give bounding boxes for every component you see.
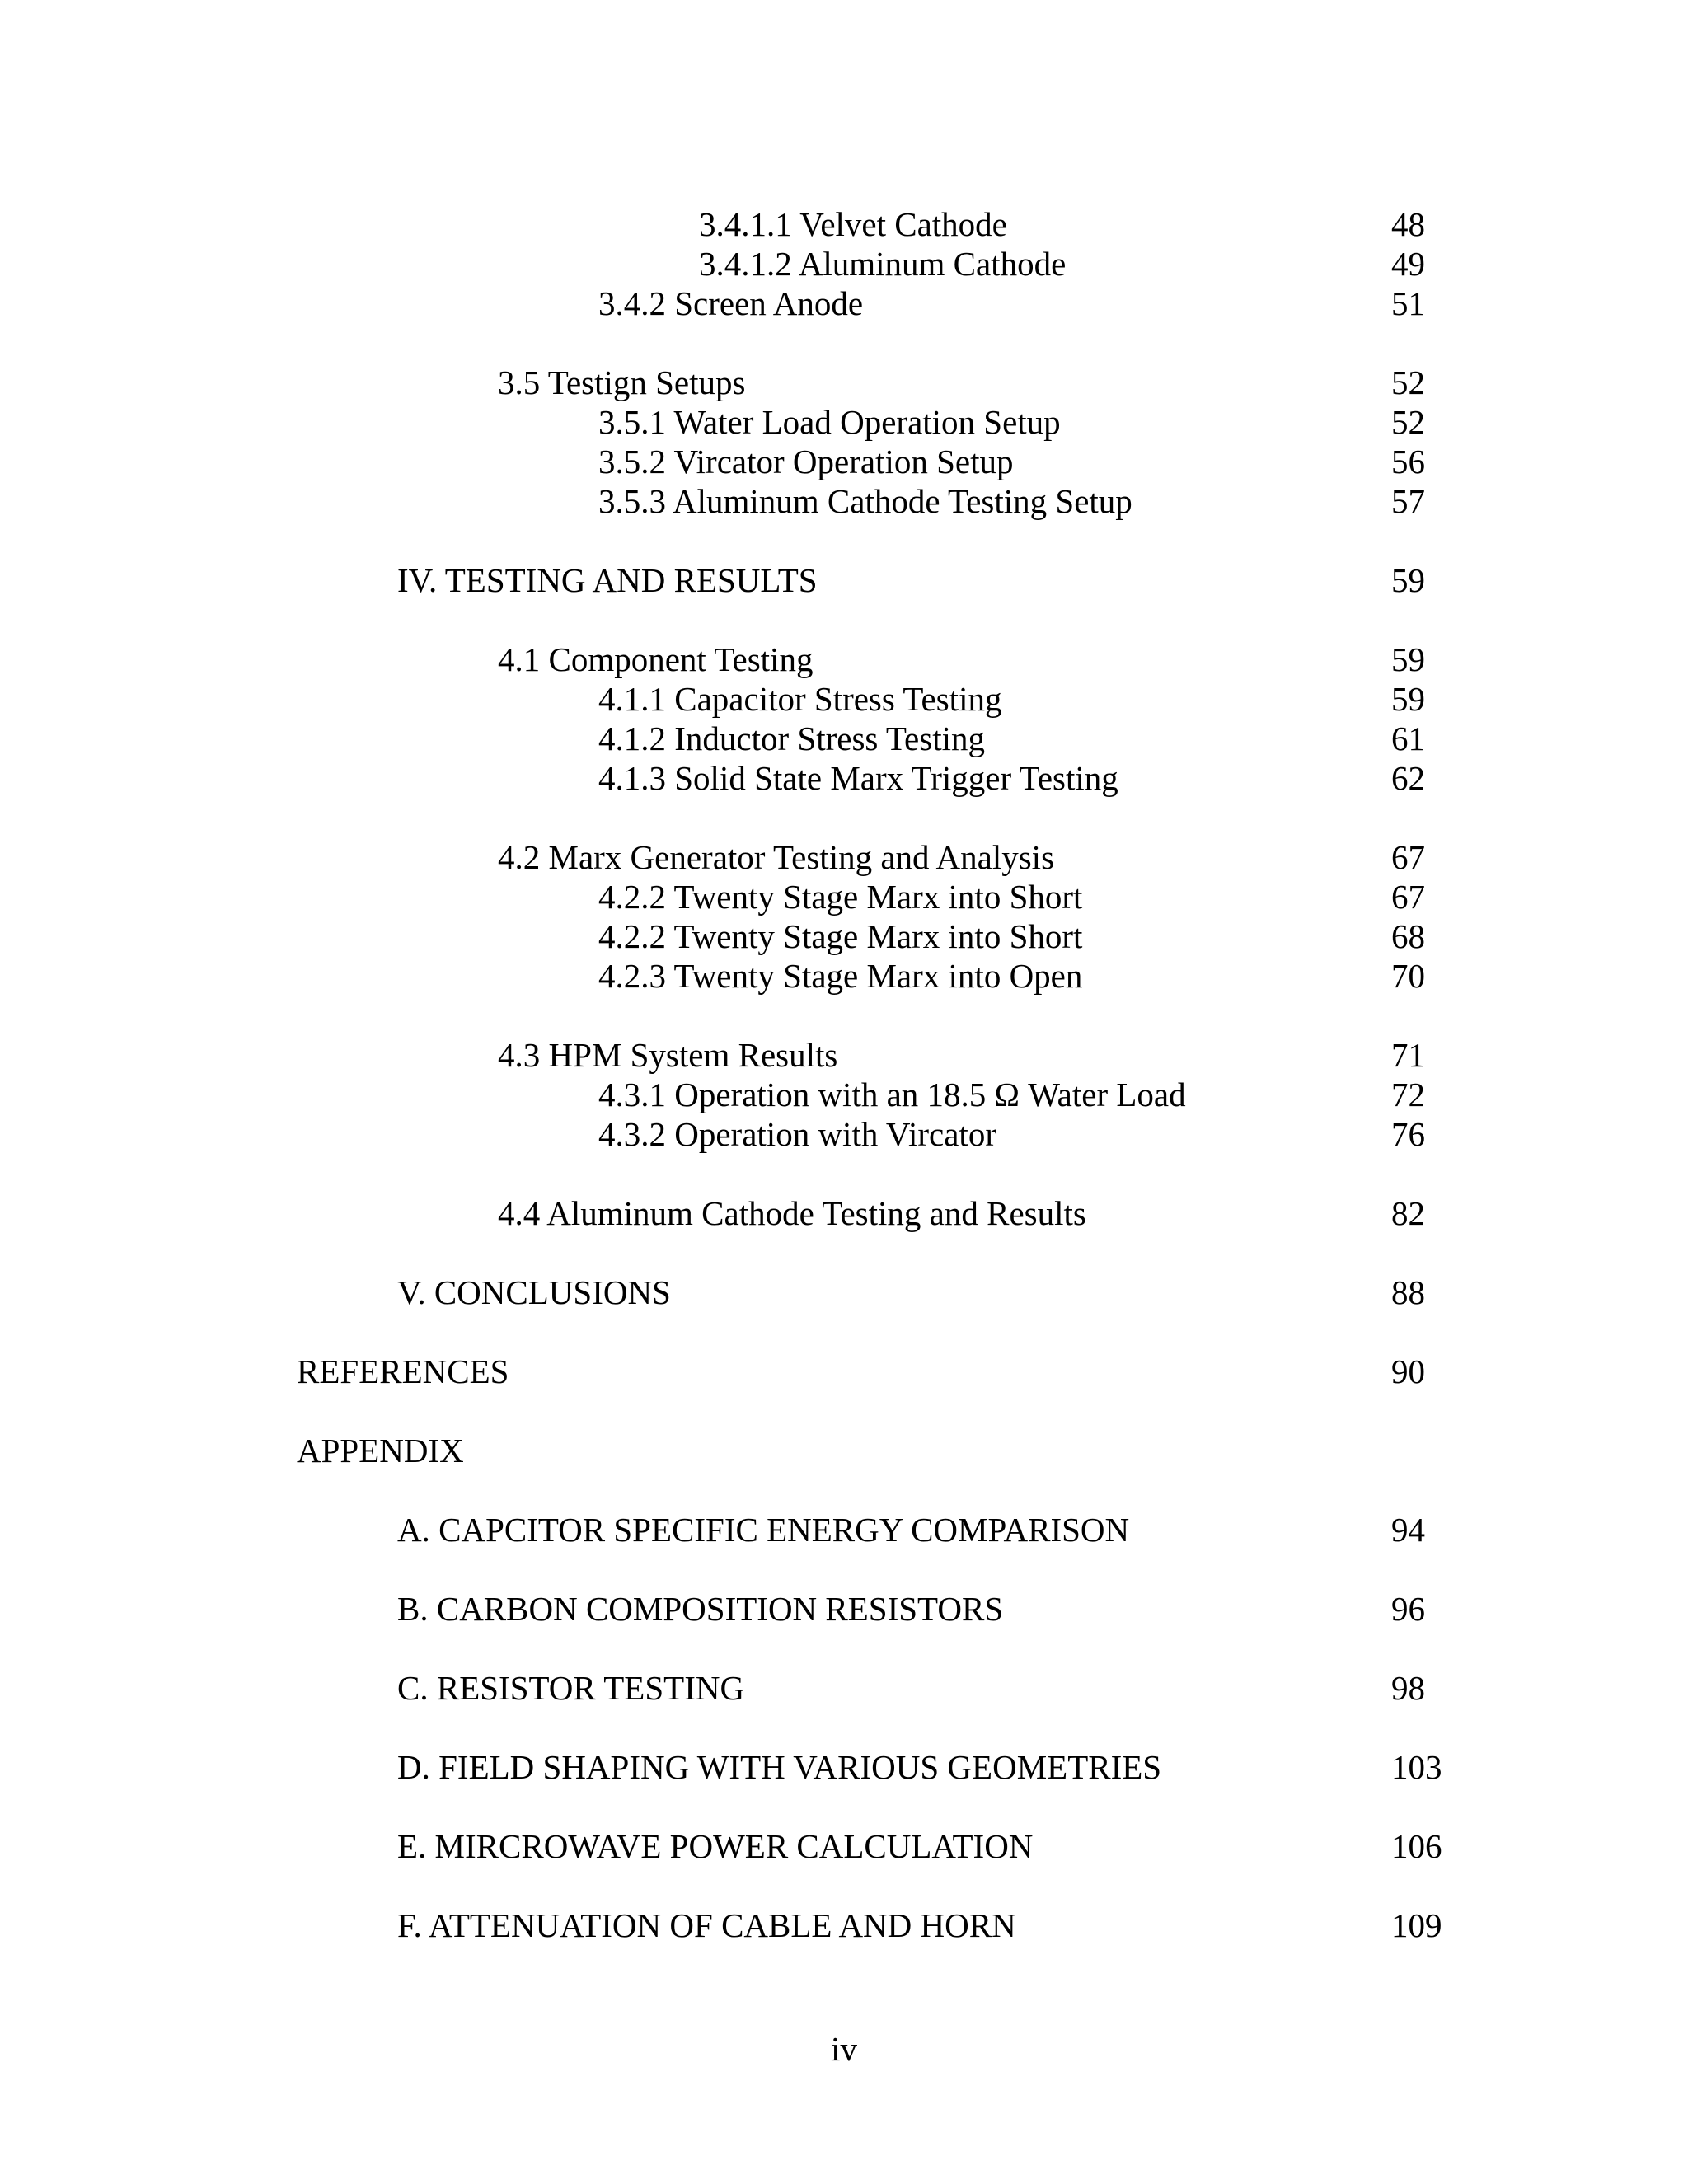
toc-entry-label: E. MIRCROWAVE POWER CALCULATION <box>397 1827 1034 1865</box>
toc-entry-label: 3.5.1 Water Load Operation Setup <box>598 403 1061 441</box>
toc-entry <box>0 916 1688 956</box>
toc <box>0 204 1688 1945</box>
toc-entry-page: 67 <box>1391 838 1425 876</box>
toc-entry-page: 59 <box>1391 561 1425 599</box>
toc-entry-label: 4.1.2 Inductor Stress Testing <box>598 719 985 757</box>
toc-entry-label: D. FIELD SHAPING WITH VARIOUS GEOMETRIES <box>397 1748 1162 1786</box>
toc-entry-label: 3.5.2 Vircator Operation Setup <box>598 443 1014 480</box>
toc-entry-page: 59 <box>1391 680 1425 718</box>
toc-entry-page: 76 <box>1391 1115 1425 1153</box>
toc-entry-page: 96 <box>1391 1590 1425 1628</box>
toc-entry <box>0 204 1688 244</box>
toc-entry-page: 48 <box>1391 205 1425 243</box>
toc-entry-label: B. CARBON COMPOSITION RESISTORS <box>397 1590 1004 1628</box>
toc-entry-page: 71 <box>1391 1036 1425 1074</box>
toc-entry-label: REFERENCES <box>297 1352 509 1390</box>
page-footer: iv <box>831 2030 857 2068</box>
toc-entry-page: 90 <box>1391 1352 1425 1390</box>
toc-entry-page: 52 <box>1391 363 1425 401</box>
toc-entry-page: 109 <box>1391 1906 1442 1944</box>
toc-entry-label: 4.3.1 Operation with an 18.5 Ω Water Load <box>598 1076 1186 1113</box>
toc-entry <box>0 1905 1688 1945</box>
toc-entry-label: V. CONCLUSIONS <box>397 1273 671 1311</box>
toc-entry <box>0 1668 1688 1708</box>
toc-entry <box>0 284 1688 323</box>
toc-entry <box>0 363 1688 402</box>
toc-entry-page: 68 <box>1391 917 1425 955</box>
toc-entry-label: 4.3.2 Operation with Vircator <box>598 1115 996 1153</box>
toc-entry-page: 94 <box>1391 1511 1425 1549</box>
toc-entry <box>0 1352 1688 1391</box>
toc-entry <box>0 877 1688 916</box>
toc-entry-page: 72 <box>1391 1076 1425 1113</box>
toc-entry <box>0 640 1688 679</box>
toc-entry-page: 49 <box>1391 245 1425 283</box>
toc-entry <box>0 1075 1688 1114</box>
toc-entry <box>0 956 1688 996</box>
toc-entry-page: 59 <box>1391 640 1425 678</box>
toc-entry-label: 3.4.1.1 Velvet Cathode <box>699 205 1007 243</box>
toc-entry-page: 103 <box>1391 1748 1442 1786</box>
toc-entry-label: APPENDIX <box>297 1432 464 1469</box>
toc-entry-page: 62 <box>1391 759 1425 797</box>
toc-entry-page: 51 <box>1391 284 1425 322</box>
toc-entry <box>0 442 1688 481</box>
toc-entry <box>0 244 1688 284</box>
toc-entry <box>0 481 1688 521</box>
toc-entry <box>0 758 1688 798</box>
toc-entry-page: 88 <box>1391 1273 1425 1311</box>
toc-entry-label: 4.2 Marx Generator Testing and Analysis <box>498 838 1055 876</box>
toc-entry <box>0 1747 1688 1787</box>
toc-entry-page: 70 <box>1391 957 1425 995</box>
toc-entry <box>0 837 1688 877</box>
toc-entry <box>0 1826 1688 1866</box>
toc-entry-page: 56 <box>1391 443 1425 480</box>
toc-entry <box>0 560 1688 600</box>
toc-entry-label: F. ATTENUATION OF CABLE AND HORN <box>397 1906 1016 1944</box>
toc-entry-label: C. RESISTOR TESTING <box>397 1669 745 1707</box>
toc-entry-label: A. CAPCITOR SPECIFIC ENERGY COMPARISON <box>397 1511 1130 1549</box>
toc-entry-page: 106 <box>1391 1827 1442 1865</box>
toc-entry-label: 3.4.1.2 Aluminum Cathode <box>699 245 1067 283</box>
toc-entry-page: 67 <box>1391 878 1425 916</box>
toc-entry <box>0 1035 1688 1075</box>
toc-entry-page: 98 <box>1391 1669 1425 1707</box>
toc-entry-page: 61 <box>1391 719 1425 757</box>
toc-entry <box>0 1589 1688 1629</box>
toc-entry <box>0 679 1688 719</box>
toc-entry-label: 4.3 HPM System Results <box>498 1036 838 1074</box>
toc-entry-label: 4.1.1 Capacitor Stress Testing <box>598 680 1002 718</box>
toc-entry-label: 3.4.2 Screen Anode <box>598 284 864 322</box>
toc-entry-label: 4.2.2 Twenty Stage Marx into Short <box>598 917 1083 955</box>
toc-entry-page: 82 <box>1391 1194 1425 1232</box>
toc-entry <box>0 1510 1688 1549</box>
toc-entry-label: IV. TESTING AND RESULTS <box>397 561 818 599</box>
toc-entry-label: 3.5 Testign Setups <box>498 363 746 401</box>
toc-entry-label: 4.2.3 Twenty Stage Marx into Open <box>598 957 1083 995</box>
toc-entry-label: 4.1.3 Solid State Marx Trigger Testing <box>598 759 1118 797</box>
toc-entry <box>0 1272 1688 1312</box>
toc-entry-label: 4.2.2 Twenty Stage Marx into Short <box>598 878 1083 916</box>
toc-entry-label: 4.1 Component Testing <box>498 640 814 678</box>
toc-entry <box>0 719 1688 758</box>
toc-entry <box>0 402 1688 442</box>
toc-entry-label: 4.4 Aluminum Cathode Testing and Results <box>498 1194 1086 1232</box>
toc-entry <box>0 1114 1688 1154</box>
toc-entry <box>0 1431 1688 1470</box>
toc-entry-page: 57 <box>1391 482 1425 520</box>
toc-entry-page: 52 <box>1391 403 1425 441</box>
toc-entry <box>0 1193 1688 1233</box>
toc-entry-label: 3.5.3 Aluminum Cathode Testing Setup <box>598 482 1132 520</box>
